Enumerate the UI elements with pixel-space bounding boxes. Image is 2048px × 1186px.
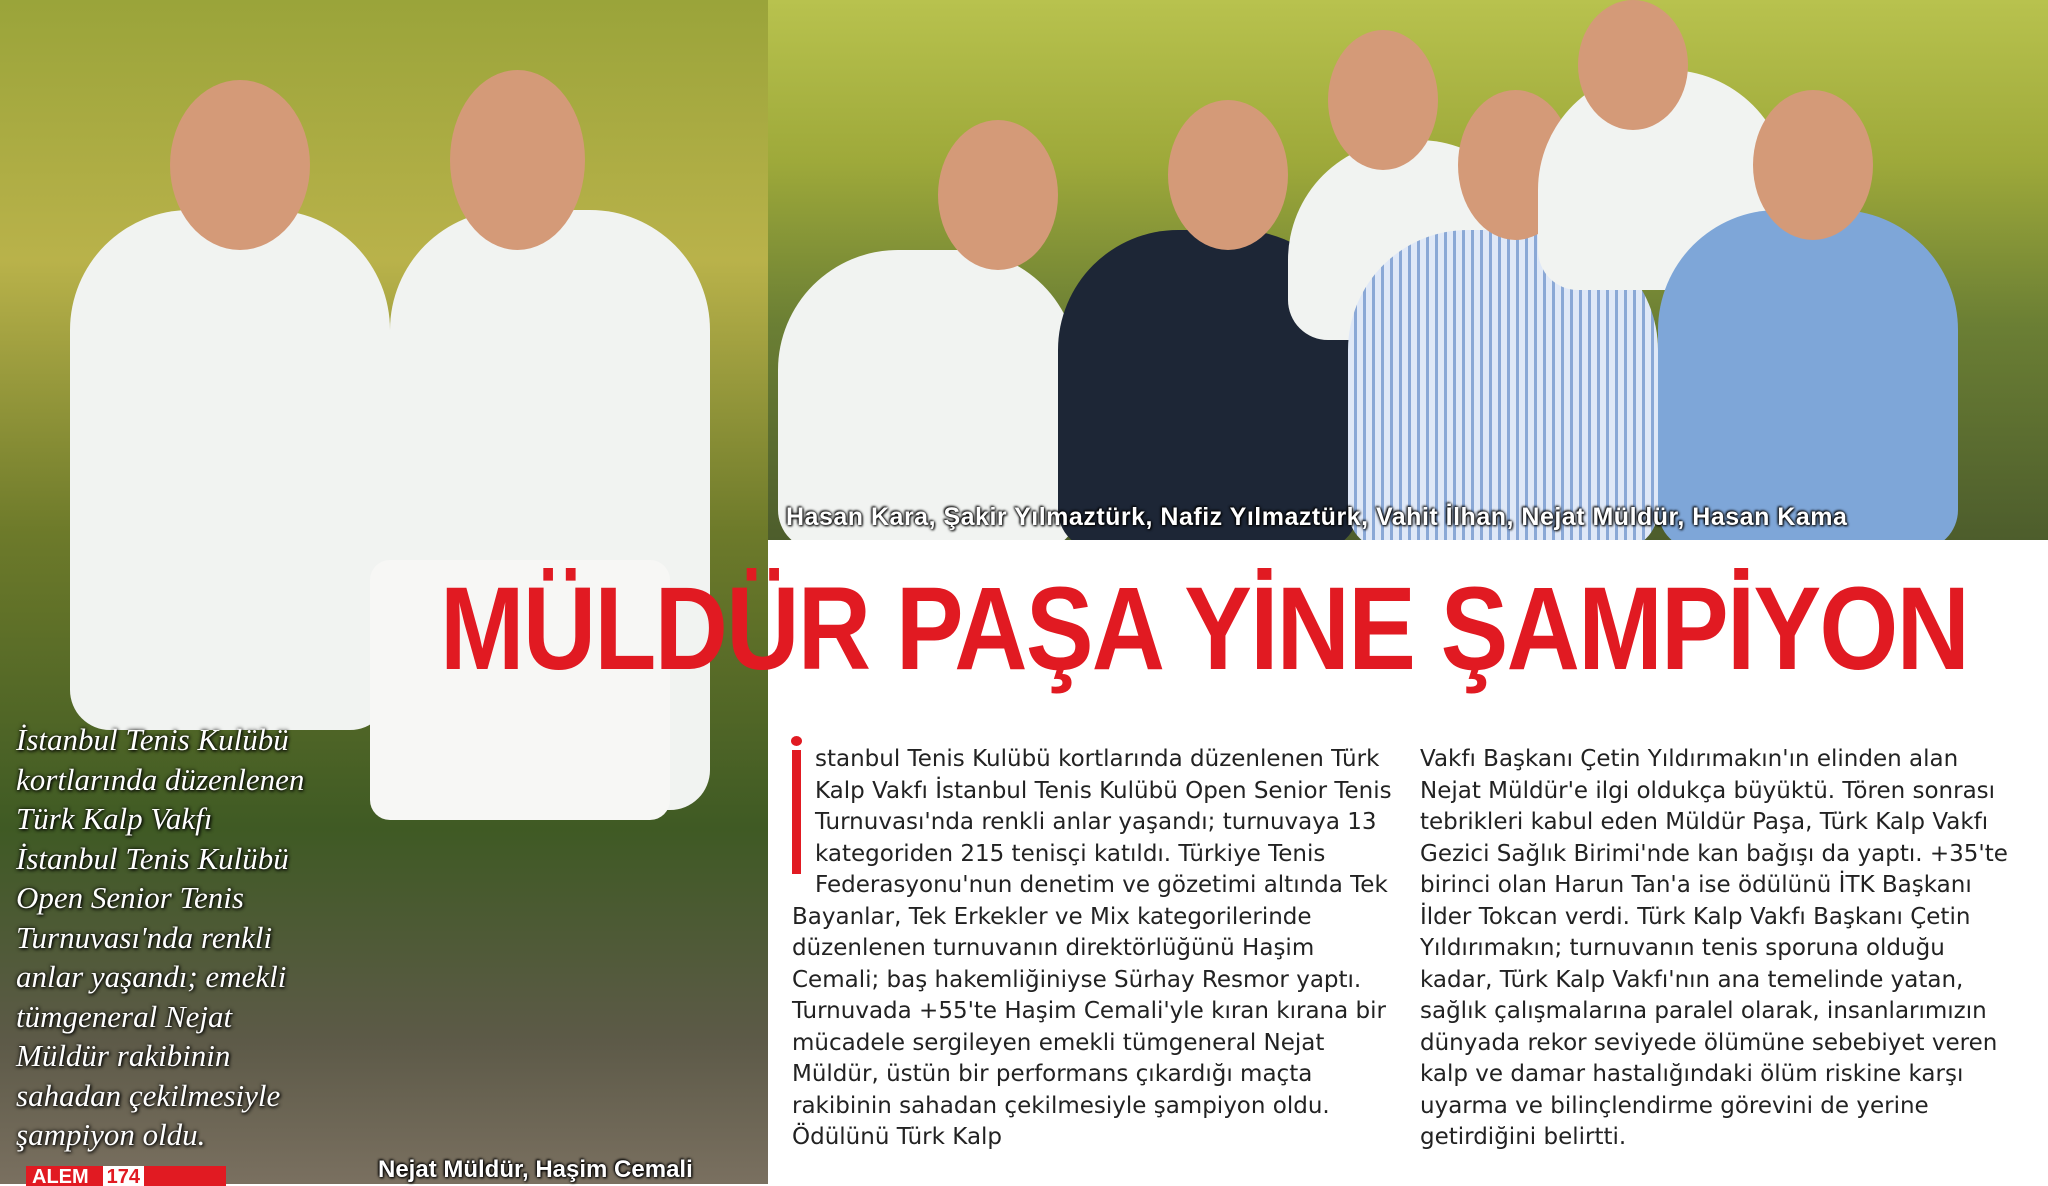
caption-line: Müldür rakibinin: [16, 1038, 231, 1073]
magazine-name: ALEM: [32, 1166, 89, 1186]
caption-line: Open Senior Tenis: [16, 880, 244, 915]
caption-line: İstanbul Tenis Kulübü: [16, 840, 289, 876]
caption-line: sahadan çekilmesiyle: [16, 1077, 281, 1113]
person-left-shirt: [70, 210, 390, 730]
drop-cap-dot: [791, 736, 802, 746]
photo-caption-top: Hasan Kara, Şakir Yılmaztürk, Nafiz Yılmaztürk, Vahit İlhan, Nejat Müldür, Hasan Kama: [786, 503, 1848, 531]
right-photo: [768, 0, 2048, 540]
article-column-2: [1420, 744, 2020, 1154]
page-number: 174: [103, 1166, 144, 1186]
photo-caption-bottom: Nejat Müldür, Haşim Cemali: [378, 1156, 693, 1183]
article-column-1: [792, 744, 1392, 1154]
caption-line: anlar yaşandı; emekli: [16, 959, 287, 994]
person-6-head: [1753, 90, 1873, 240]
person-6-shirt: [1658, 210, 1958, 540]
person-1-shirt: [778, 250, 1078, 540]
drop-cap-i: [792, 750, 801, 874]
person-right-head: [450, 70, 585, 250]
caption-line: İstanbul Tenis Kulübü: [16, 722, 289, 757]
left-photo-caption: [16, 720, 316, 1155]
article-paragraph-2: Vakfı Başkanı Çetin Yıldırımakın'ın elinden alan Nejat Müldür'e ilgi oldukça büyüktü. Tören sonrası tebrikleri kabul eden Müldür Paşa, Türk Kalp Vakfı Gezici Sağlık Birimi'nde kan bağışı da yaptı. +35'te birinci olan Harun Tan'a ise ödülünü İTK Başkanı İlder Tokcan verdi. Türk Kalp Vakfı Başkanı Çetin Yıldırımakın; turnuvanın tenis sporuna olduğu kadar, Türk Kalp Vakfı'nın ana temelinde yatan, sağlık çalışmalarına paralel olarak, insanlarımızın dünyada rekor seviyede ölümüne sebebiyet veren kalp ve damar hastalığındaki ölüm riskine karşı uyarma ve bilinçlendirme görevini de yerine getirdiğini belirtti.: [1420, 746, 2008, 1150]
person-2-head: [1168, 100, 1288, 250]
person-3-head: [1328, 30, 1438, 170]
caption-line: Türk Kalp Vakfı: [16, 801, 213, 836]
article-paragraph-1: stanbul Tenis Kulübü kortlarında düzenlenen Türk Kalp Vakfı İstanbul Tenis Kulübü Open Senior Tenis Turnuvası'nda renkli anlar yaşandı; turnuvaya 13 kategoriden 215 tenisçi katıldı. Türkiye Tenis Federasyonu'nun denetim ve gözetimi altında Tek Bayanlar, Tek Erkekler ve Mix kategorilerinde düzenlenen turnuvanın direktörlüğünü Haşim Cemali; baş hakemliğiniyse Sürhay Resmor yaptı. Turnuvada +55'te Haşim Cemali'yle kıran kırana bir mücadele sergileyen emekli tümgeneral Nejat Müldür, üstün bir performans çıkardığı maçta rakibinin sahadan çekilmesiyle şampiyon oldu. Ödülünü Türk Kalp: [792, 746, 1392, 1150]
person-5-head: [1578, 0, 1688, 130]
person-left-head: [170, 80, 310, 250]
caption-line: şampiyon oldu.: [16, 1117, 206, 1152]
magazine-logo: [26, 1166, 226, 1186]
caption-line: Turnuvası'nda renkli: [16, 919, 273, 955]
caption-line: kortlarında düzenlenen: [16, 761, 305, 797]
caption-line: tümgeneral Nejat: [16, 998, 233, 1034]
headline: MÜLDÜR PAŞA YİNE ŞAMPİYON: [440, 563, 1969, 695]
article-body: [792, 744, 2028, 1154]
person-1-head: [938, 120, 1058, 270]
